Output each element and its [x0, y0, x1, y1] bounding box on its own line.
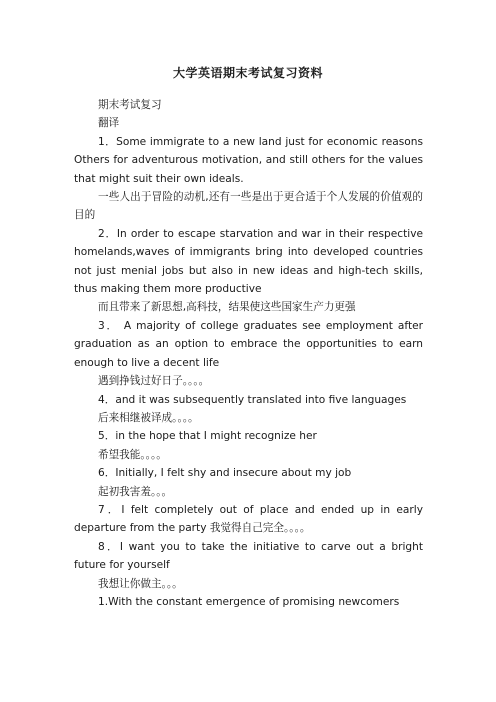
english-sentence-1: 1．Some immigrate to a new land just for economic reasons Others for adventurous motivation, and still others for the values that might suit their own ideals.: [74, 135, 423, 185]
section-subheading: 翻译: [98, 117, 120, 130]
chinese-translation-2: 而且带来了新思想,高科技，结果使这些国家生产力更强: [98, 301, 356, 314]
english-sentence-next-1: 1.With the constant emergence of promising newcomers: [98, 595, 400, 608]
english-sentence-7: 7．I felt completely out of place and ended up in early departure from the party 我觉得自己完全。。。。: [74, 503, 423, 535]
document-title: 大学英语期末考试复习资料: [172, 66, 323, 80]
english-sentence-8: 8．I want you to take the initiative to carve out a bright future for yourself: [74, 540, 423, 572]
section-heading: 期末考试复习: [98, 99, 162, 111]
document-body: [74, 96, 423, 611]
chinese-translation-4: 后来相继被译成。。。。: [98, 411, 199, 424]
chinese-translation-8: 我想让你做主。。。: [98, 577, 183, 590]
chinese-translation-5: 希望我能。。。。: [98, 448, 167, 461]
english-sentence-4: 4．and it was subsequently translated into five languages: [98, 393, 407, 406]
chinese-translation-1: 一些人出于冒险的动机,还有一些是出于更合适于个人发展的价值观的目的: [74, 191, 423, 222]
english-sentence-3: 3． A majority of college graduates see employment after graduation as an option to embrace the opportunities to earn enough to live a decent life: [74, 319, 423, 369]
english-sentence-6: 6．Initially, I felt shy and insecure about my job: [98, 467, 352, 480]
chinese-translation-3: 遇到挣钱过好日子。。。。: [98, 375, 210, 388]
english-sentence-2: 2．In order to escape starvation and war in their respective homelands,waves of immigrants bring into developed countries not just menial jobs but also in new ideas and high-tech skills, thus making them more productive: [74, 227, 423, 296]
english-sentence-5: 5．in the hope that I might recognize her: [98, 430, 317, 443]
chinese-translation-6: 起初我害羞。。。: [98, 485, 173, 498]
